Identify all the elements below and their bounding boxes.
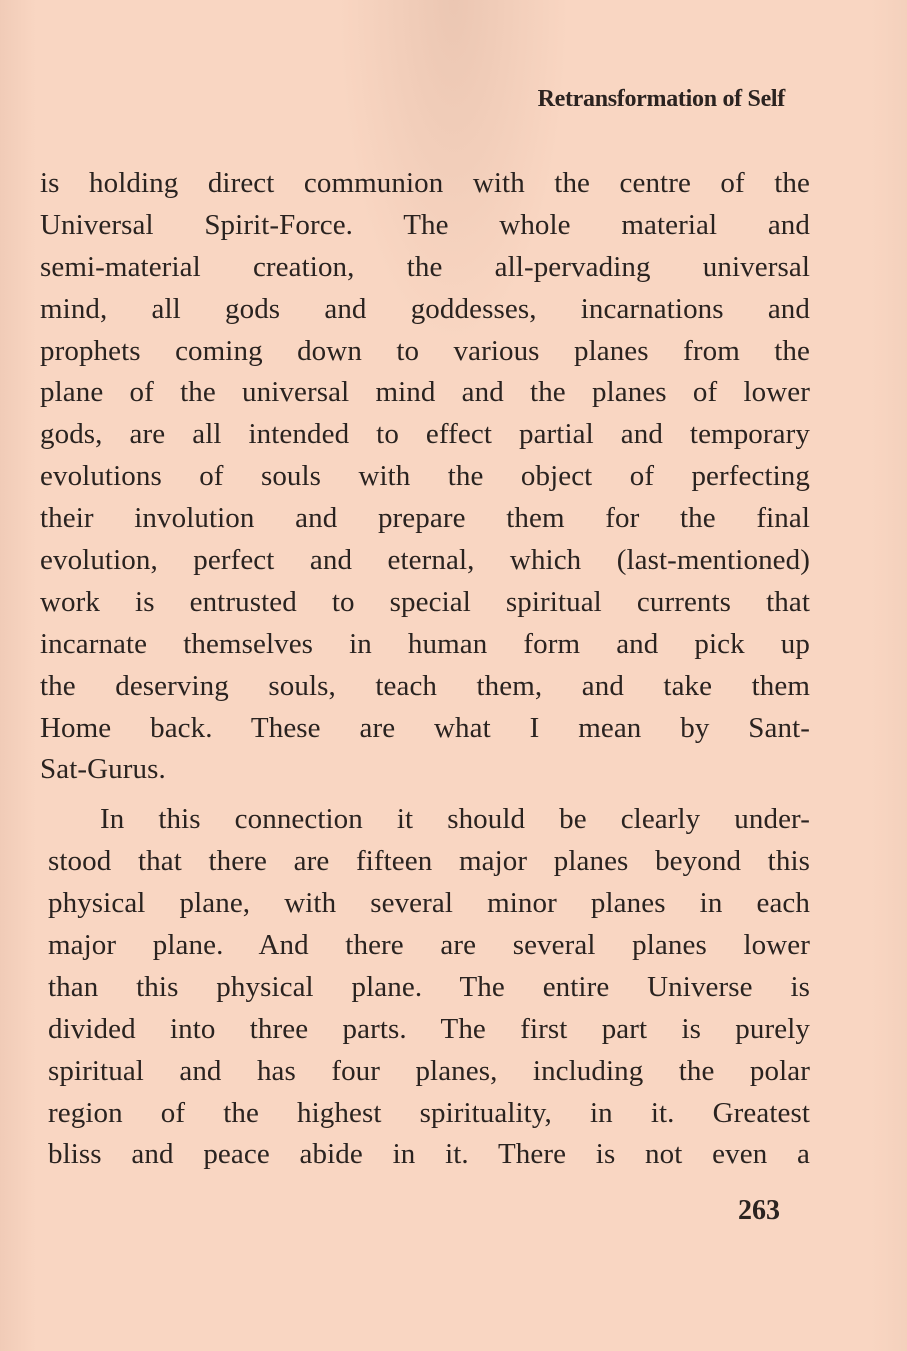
text-line: evolution, perfect and eternal, which (last-mentioned) <box>40 544 810 577</box>
text-line: mind, all gods and goddesses, incarnations and <box>40 292 810 325</box>
text-line: prophets coming down to various planes from the <box>40 334 810 367</box>
text-line: plane of the universal mind and the planes of lower <box>40 376 810 409</box>
text-line: their involution and prepare them for the final <box>40 502 810 535</box>
text-line: the deserving souls, teach them, and take them <box>40 669 810 702</box>
text-line: Home back. These are what I mean by Sant- <box>40 711 810 744</box>
text-line: divided into three parts. The first part is purely <box>48 1012 810 1045</box>
text-line: is holding direct communion with the centre of the <box>40 167 810 199</box>
text-line: spiritual and has four planes, including the polar <box>48 1054 810 1087</box>
text-line: work is entrusted to special spiritual currents that <box>40 585 810 618</box>
body-text <box>40 163 810 1176</box>
text-line: Sat-Gurus. <box>40 753 166 786</box>
text-line: Universal Spirit-Force. The whole material and <box>40 208 810 241</box>
text-line: incarnate themselves in human form and pick up <box>40 627 810 660</box>
text-line: major plane. And there are several planes lower <box>48 929 810 962</box>
text-line: gods, are all intended to effect partial and temporary <box>40 418 810 451</box>
paragraph-1 <box>40 163 810 791</box>
paragraph-2 <box>40 799 810 1176</box>
text-line: evolutions of souls with the object of perfecting <box>40 460 810 493</box>
text-line: physical plane, with several minor planes in each <box>48 887 810 920</box>
running-head: Retransformation of Self <box>537 86 785 112</box>
text-line: In this connection it should be clearly under- <box>100 803 810 836</box>
text-line: than this physical plane. The entire Universe is <box>48 970 810 1003</box>
text-line: bliss and peace abide in it. There is not even a <box>48 1138 810 1171</box>
text-line: semi-material creation, the all-pervading universal <box>40 250 810 283</box>
text-line: region of the highest spirituality, in it. Greatest <box>48 1096 810 1129</box>
page-number: 263 <box>738 1195 780 1226</box>
text-line: stood that there are fifteen major planes beyond this <box>48 845 810 878</box>
